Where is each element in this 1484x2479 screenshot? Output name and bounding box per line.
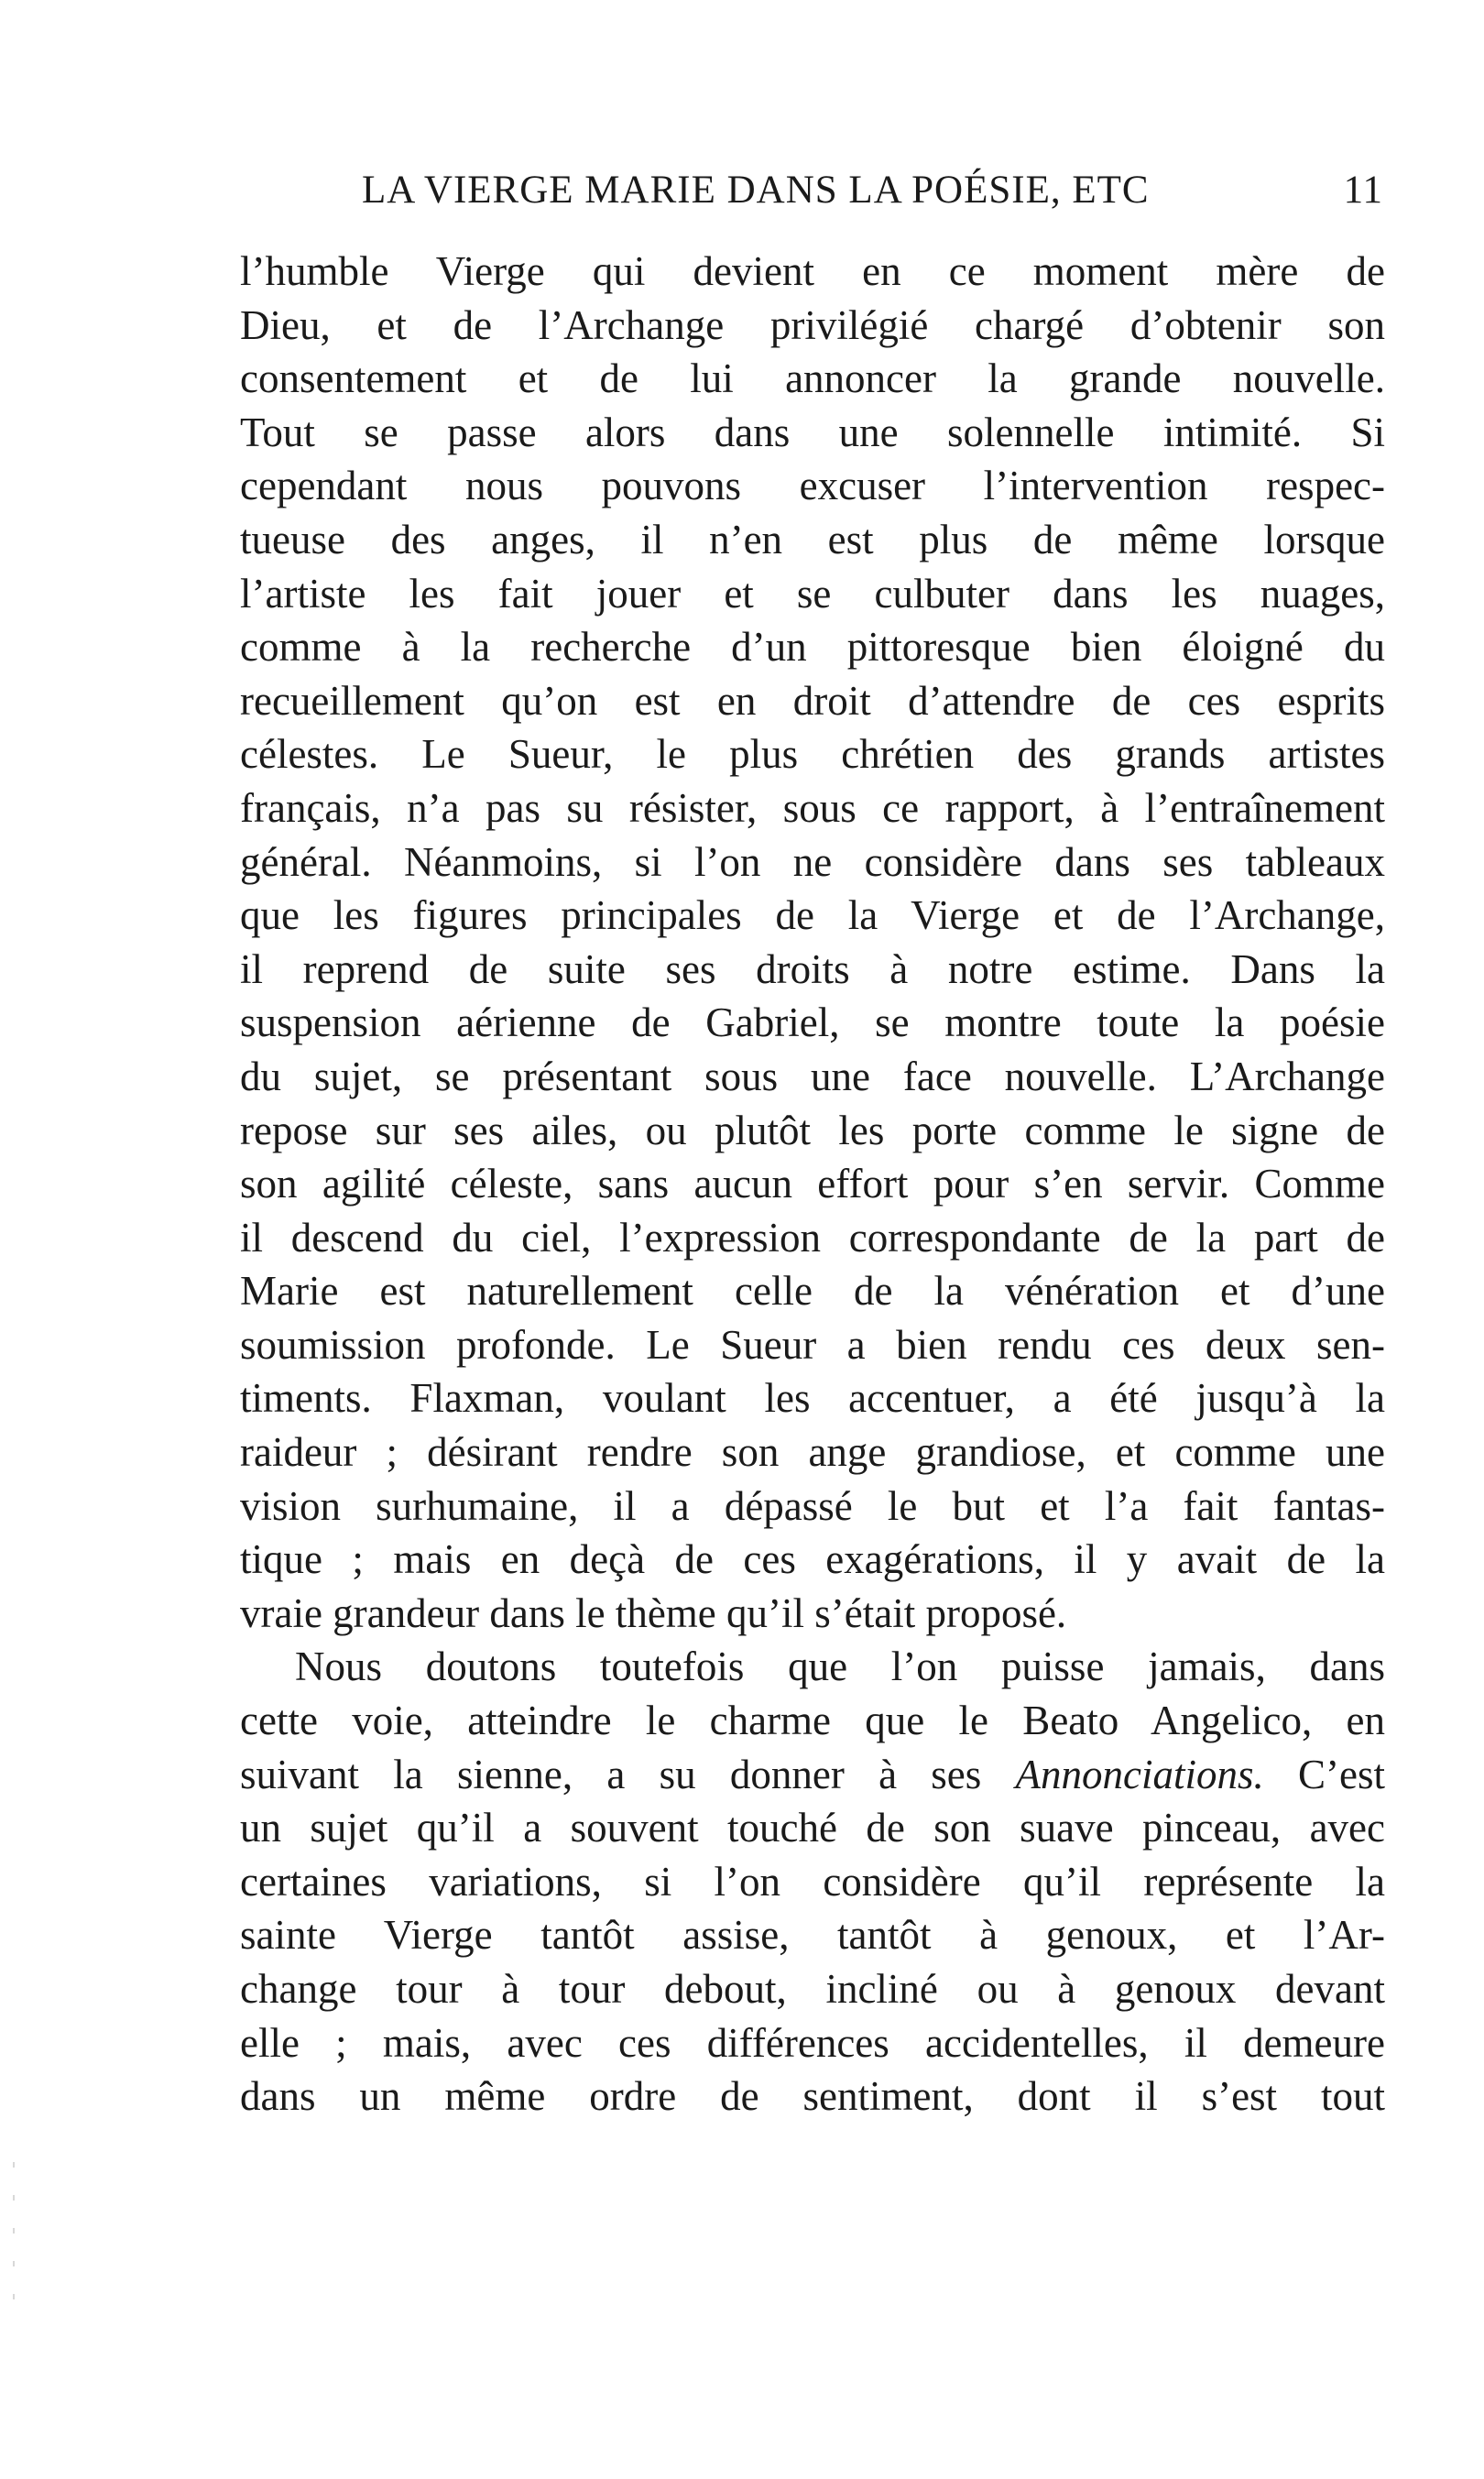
text-line: cette voie, atteindre le charme que le Beato Angelico, en (240, 1698, 1385, 1744)
text-line: français, n’a pas su résister, sous ce rapport, à l’entraînement (240, 784, 1385, 831)
text-line: général. Néanmoins, si l’on ne considère dans ses tableaux (240, 838, 1385, 885)
text-line: Nous doutons toutefois que l’on puisse jamais, dans (295, 1644, 1385, 1690)
text-line: repose sur ses ailes, ou plutôt les porte comme le signe de (240, 1107, 1385, 1153)
text-line: vision surhumaine, il a dépassé le but et l’a fait fantas- (240, 1482, 1385, 1529)
scan-mark (13, 2228, 15, 2233)
text-line: vraie grandeur dans le thème qu’il s’était proposé. (240, 1589, 1067, 1636)
text-line: du sujet, se présentant sous une face nouvelle. L’Archange (240, 1053, 1385, 1099)
text-line: sainte Vierge tantôt assise, tantôt à genoux, et l’Ar- (240, 1912, 1385, 1959)
paragraph-1 (240, 245, 1385, 1640)
text-line: il reprend de suite ses droits à notre estime. Dans la (240, 945, 1385, 992)
text-line: son agilité céleste, sans aucun effort pour s’en servir. Comme (240, 1161, 1385, 1207)
text-line: célestes. Le Sueur, le plus chrétien des grands artistes (240, 731, 1385, 778)
text-line: certaines variations, si l’on considère qu’il représente la (240, 1858, 1385, 1905)
text-line: Dieu, et de l’Archange privilégié chargé d’obtenir son (240, 301, 1385, 348)
page-number: 11 (1343, 169, 1383, 212)
text-line: comme à la recherche d’un pittoresque bien éloigné du (240, 624, 1385, 671)
text-line: tueuse des anges, il n’en est plus de même lorsque (240, 516, 1385, 562)
text-fragment: C’est (1298, 1751, 1385, 1797)
text-line: dans un même ordre de sentiment, dont il s’est tout (240, 2073, 1385, 2120)
text-line: l’humble Vierge qui devient en ce moment mère de (240, 248, 1385, 294)
text-line: tique ; mais en deçà de ces exagérations, il y avait de la (240, 1536, 1385, 1583)
text-line: Marie est naturellement celle de la vénération et d’une (240, 1268, 1385, 1315)
running-title: LA VIERGE MARIE DANS LA POÉSIE, ETC (362, 169, 1150, 212)
scan-mark (13, 2162, 15, 2168)
text-fragment: suivant la sienne, a su donner à ses (240, 1751, 982, 1797)
text-line: soumission profonde. Le Sueur a bien rendu ces deux sen- (240, 1321, 1385, 1368)
scan-margin-marks (13, 2162, 16, 2437)
italic-title: Annonciations. (1015, 1751, 1264, 1797)
text-line: consentement et de lui annoncer la grande nouvelle. (240, 355, 1385, 402)
text-line: que les figures principales de la Vierge et de l’Archange, (240, 892, 1385, 939)
text-line: il descend du ciel, l’expression correspondante de la part de (240, 1214, 1385, 1261)
text-line: change tour à tour debout, incliné ou à genoux devant (240, 1966, 1385, 2012)
text-line: cependant nous pouvons excuser l’intervention respec- (240, 463, 1385, 509)
text-line: recueillement qu’on est en droit d’attendre de ces esprits (240, 677, 1385, 724)
paragraph-2 (240, 1640, 1385, 2123)
text-line: raideur ; désirant rendre son ange grandiose, et comme une (240, 1429, 1385, 1476)
text-line: l’artiste les fait jouer et se culbuter dans les nuages, (240, 570, 1385, 617)
scan-mark (13, 2261, 15, 2266)
text-line: timents. Flaxman, voulant les accentuer, a été jusqu’à la (240, 1375, 1385, 1422)
body-text (240, 245, 1385, 2124)
text-line: elle ; mais, avec ces différences accidentelles, il demeure (240, 2019, 1385, 2066)
running-head (362, 168, 1383, 219)
scan-mark (13, 2195, 15, 2201)
text-line: un sujet qu’il a souvent touché de son suave pinceau, avec (240, 1805, 1385, 1851)
scan-mark (13, 2294, 15, 2299)
text-line: Tout se passe alors dans une solennelle intimité. Si (240, 409, 1385, 455)
text-line: suspension aérienne de Gabriel, se montre toute la poésie (240, 999, 1385, 1046)
text-line (240, 1748, 1385, 1802)
